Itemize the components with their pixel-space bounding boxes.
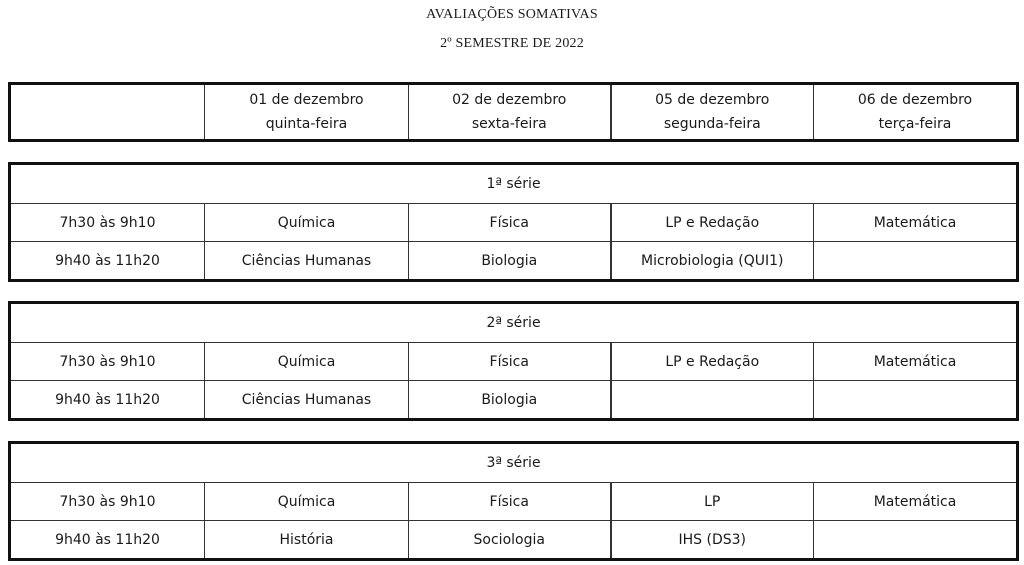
table-row	[10, 521, 1018, 560]
series-heading-row	[10, 164, 1018, 204]
series-heading-row	[10, 443, 1018, 483]
day-header-cell	[409, 84, 611, 141]
day-date: 06 de dezembro	[857, 92, 973, 108]
table-row	[10, 204, 1018, 242]
subject-cell	[611, 381, 814, 420]
subject-cell	[814, 381, 1018, 420]
day-date: 05 de dezembro	[655, 92, 770, 108]
dates-header-row	[10, 84, 1018, 141]
table-row	[10, 343, 1018, 381]
day-date: 02 de dezembro	[452, 92, 567, 108]
subject-cell	[814, 242, 1018, 281]
day-header-cell	[205, 84, 409, 141]
day-header-cell	[611, 84, 814, 141]
subject-cell: Biologia	[409, 242, 611, 281]
subject-cell: Sociologia	[409, 521, 611, 560]
empty-corner-cell	[10, 84, 205, 141]
series-heading: 1ª série	[10, 164, 1018, 204]
subject-cell: Química	[205, 204, 409, 242]
time-slot: 9h40 às 11h20	[10, 521, 205, 560]
subject-cell: Biologia	[409, 381, 611, 420]
subject-cell: Física	[409, 343, 611, 381]
series-heading: 3ª série	[10, 443, 1018, 483]
subject-cell: Ciências Humanas	[205, 242, 409, 281]
day-weekday: segunda-feira	[663, 116, 761, 132]
subject-cell: História	[205, 521, 409, 560]
subject-cell: IHS (DS3)	[611, 521, 814, 560]
day-weekday: terça-feira	[878, 116, 952, 132]
subject-cell: Ciências Humanas	[205, 381, 409, 420]
day-header-cell	[814, 84, 1018, 141]
document-title: AVALIAÇÕES SOMATIVAS	[426, 7, 598, 22]
time-slot: 7h30 às 9h10	[10, 343, 205, 381]
subject-cell: Química	[205, 343, 409, 381]
subject-cell: LP	[611, 483, 814, 521]
subject-cell: Física	[409, 483, 611, 521]
series-heading: 2ª série	[10, 303, 1018, 343]
series-heading-row	[10, 303, 1018, 343]
table-row	[10, 483, 1018, 521]
subject-cell: Química	[205, 483, 409, 521]
series-2-table	[8, 301, 1019, 421]
document-subtitle: 2º SEMESTRE DE 2022	[440, 36, 584, 51]
subject-cell	[814, 521, 1018, 560]
day-weekday: sexta-feira	[471, 116, 547, 132]
day-date: 01 de dezembro	[249, 92, 364, 108]
series-3-table	[8, 441, 1019, 561]
day-weekday: quinta-feira	[265, 116, 348, 132]
subject-cell: LP e Redação	[611, 204, 814, 242]
time-slot: 7h30 às 9h10	[10, 483, 205, 521]
subject-cell: Matemática	[814, 204, 1018, 242]
time-slot: 9h40 às 11h20	[10, 381, 205, 420]
time-slot: 7h30 às 9h10	[10, 204, 205, 242]
subject-cell: Matemática	[814, 483, 1018, 521]
time-slot: 9h40 às 11h20	[10, 242, 205, 281]
subject-cell: Física	[409, 204, 611, 242]
dates-header-table	[8, 82, 1019, 142]
table-row	[10, 381, 1018, 420]
subject-cell: LP e Redação	[611, 343, 814, 381]
subject-cell: Microbiologia (QUI1)	[611, 242, 814, 281]
table-row	[10, 242, 1018, 281]
subject-cell: Matemática	[814, 343, 1018, 381]
series-1-table	[8, 162, 1019, 282]
